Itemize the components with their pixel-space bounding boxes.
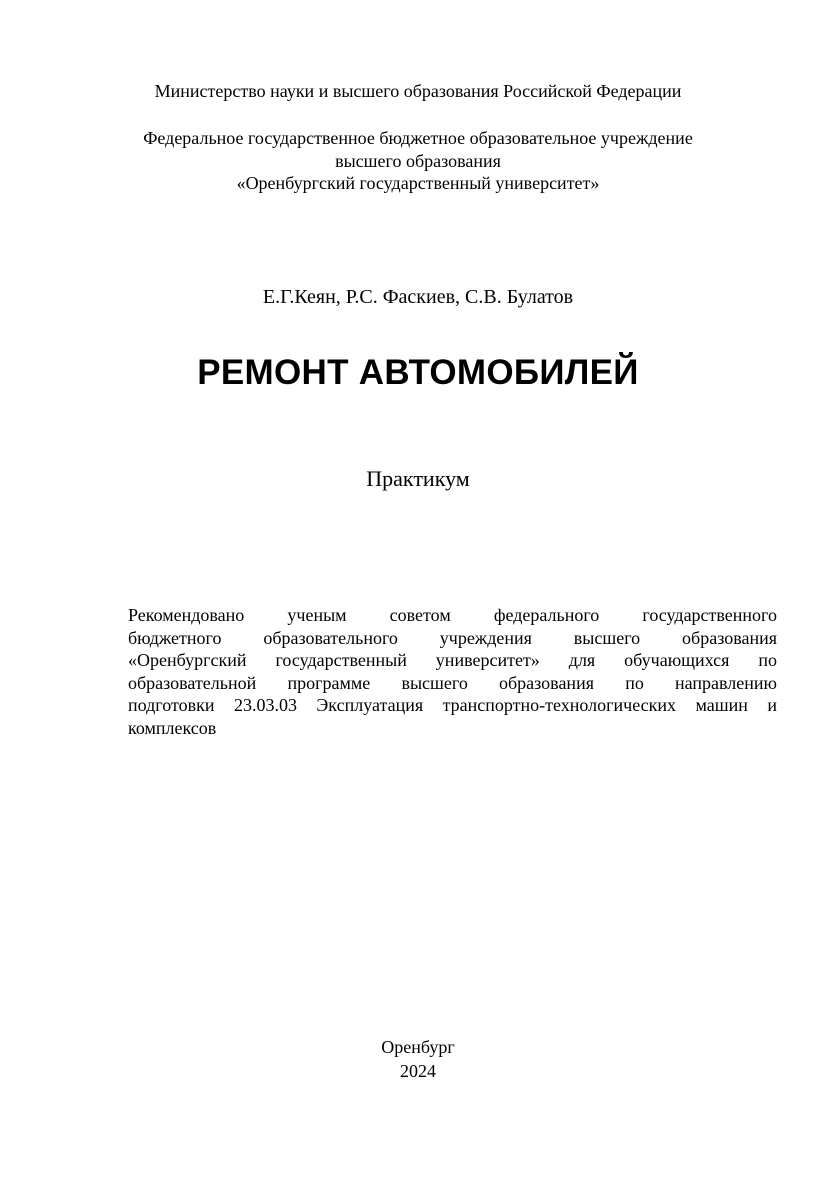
recommendation-text xyxy=(128,604,777,739)
institution-line: высшего образования xyxy=(335,150,501,171)
recommendation-line: комплексов xyxy=(128,717,217,738)
publication-year: 2024 xyxy=(400,1061,436,1081)
institution-line: Федеральное государственное бюджетное образовательное учреждение xyxy=(143,128,693,148)
recommendation-line: образовательной программе высшего образования по направлению xyxy=(128,672,777,693)
recommendation-line: «Оренбургский государственный университет» для обучающихся по xyxy=(128,650,777,670)
document-title: РЕМОНТ АВТОМОБИЛЕЙ xyxy=(197,353,639,392)
ministry-name: Министерство науки и высшего образования Российской Федерации xyxy=(154,81,682,101)
publication-city: Оренбург xyxy=(381,1037,455,1057)
institution-block xyxy=(0,127,836,195)
recommendation-line: бюджетного образовательного учреждения высшего образования xyxy=(128,627,777,648)
recommendation-line: Рекомендовано ученым советом федерального государственного xyxy=(128,605,777,625)
recommendation-line: подготовки 23.03.03 Эксплуатация транспортно-технологических машин и xyxy=(128,695,777,715)
document-subtitle: Практикум xyxy=(366,466,470,491)
authors: Е.Г.Кеян, Р.С. Фаскиев, С.В. Булатов xyxy=(262,286,574,308)
institution-line: «Оренбургский государственный университет» xyxy=(236,173,600,193)
